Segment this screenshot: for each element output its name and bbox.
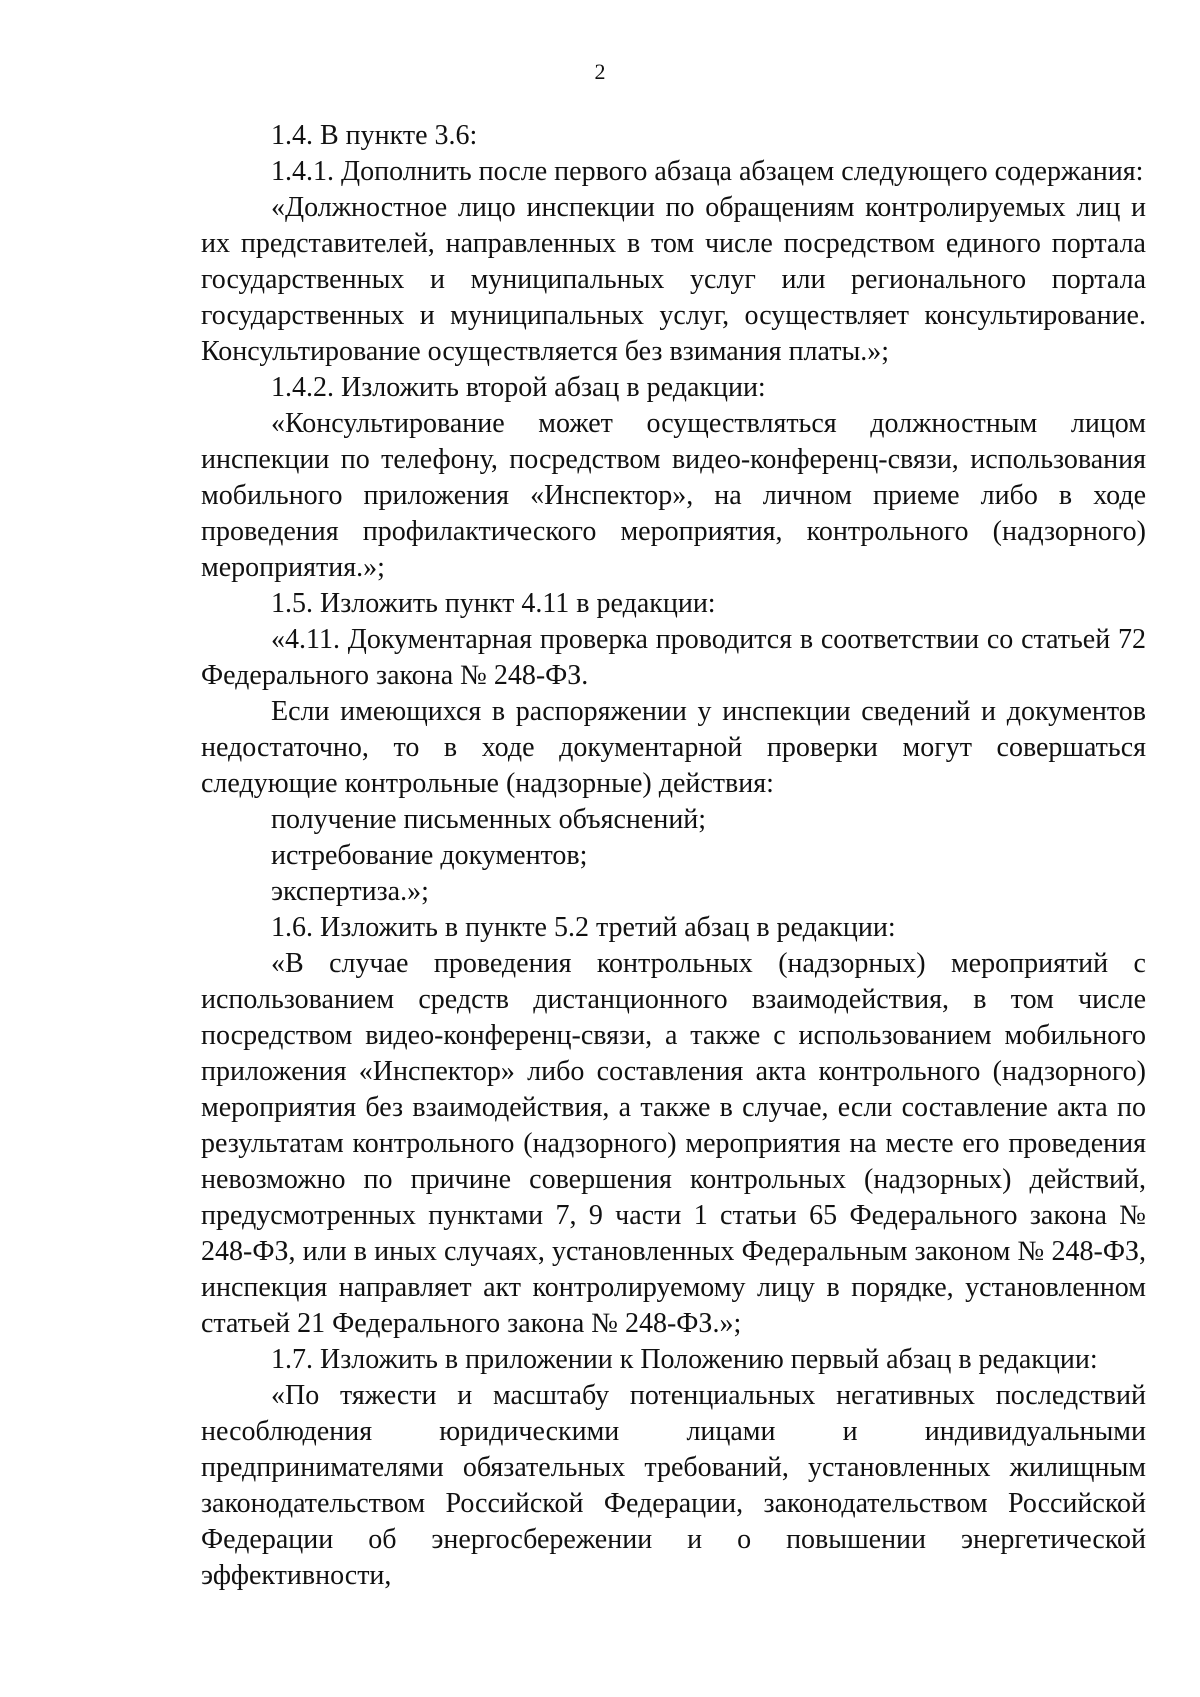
paragraph-quote-severity: «По тяжести и масштабу потенциальных негативных последствий несоблюдения юридическими лицами и индивидуальными предпринимателями обязательных требований, установленных жилищным законодательством Российской Федерации, законодательством Российской Федерации об энергосбережении и о повышении энергетической эффективности,	[201, 1380, 1146, 1591]
paragraph-1-4-2: 1.4.2. Изложить второй абзац в редакции:	[271, 372, 766, 403]
paragraph-1-6: 1.6. Изложить в пункте 5.2 третий абзац в редакции:	[271, 912, 896, 943]
list-item-documents: истребование документов;	[271, 840, 588, 871]
page-number: 2	[594, 59, 606, 84]
paragraph-1-4: 1.4. В пункте 3.6:	[271, 120, 478, 151]
document-body	[201, 118, 1146, 1594]
paragraph-quote-consulting: «Должностное лицо инспекции по обращениям контролируемых лиц и их представителей, направленных в том числе посредством единого портала государственных и муниципальных услуг или регионального портала государственных и муниципальных услуг, осуществляет консультирование. Консультирование осуществляется без взимания платы.»;	[201, 192, 1146, 367]
paragraph-quote-consulting-methods: «Консультирование может осуществляться должностным лицом инспекции по телефону, посредством видео-конференц-связи, использования мобильного приложения «Инспектор», на личном приеме либо в ходе проведения профилактического мероприятия, контрольного (надзорного) мероприятия.»;	[201, 408, 1146, 583]
list-item-expertise: экспертиза.»;	[271, 876, 429, 907]
paragraph-quote-remote-interaction: «В случае проведения контрольных (надзорных) мероприятий с использованием средств дистанционного взаимодействия, в том числе посредством видео-конференц-связи, а также с использованием мобильного приложения «Инспектор» либо составления акта контрольного (надзорного) мероприятия без взаимодействия, а также в случае, если составление акта по результатам контрольного (надзорного) мероприятия на месте его проведения невозможно по причине совершения контрольных (надзорных) действий, предусмотренных пунктами 7, 9 части 1 статьи 65 Федерального закона № 248-ФЗ, или в иных случаях, установленных Федеральным законом № 248-ФЗ, инспекция направляет акт контролируемому лицу в порядке, установленном статьей 21 Федерального закона № 248-ФЗ.»;	[201, 948, 1146, 1339]
paragraph-1-5: 1.5. Изложить пункт 4.11 в редакции:	[271, 588, 716, 619]
paragraph-insufficient-documents: Если имеющихся в распоряжении у инспекции сведений и документов недостаточно, то в ходе документарной проверки могут совершаться следующие контрольные (надзорные) действия:	[201, 696, 1146, 799]
paragraph-1-4-1: 1.4.1. Дополнить после первого абзаца абзацем следующего содержания:	[271, 156, 1144, 187]
paragraph-4-11: «4.11. Документарная проверка проводится в соответствии со статьей 72 Федерального закона № 248-ФЗ.	[201, 624, 1146, 691]
list-item-explanations: получение письменных объяснений;	[271, 804, 707, 835]
paragraph-1-7: 1.7. Изложить в приложении к Положению первый абзац в редакции:	[271, 1344, 1098, 1375]
